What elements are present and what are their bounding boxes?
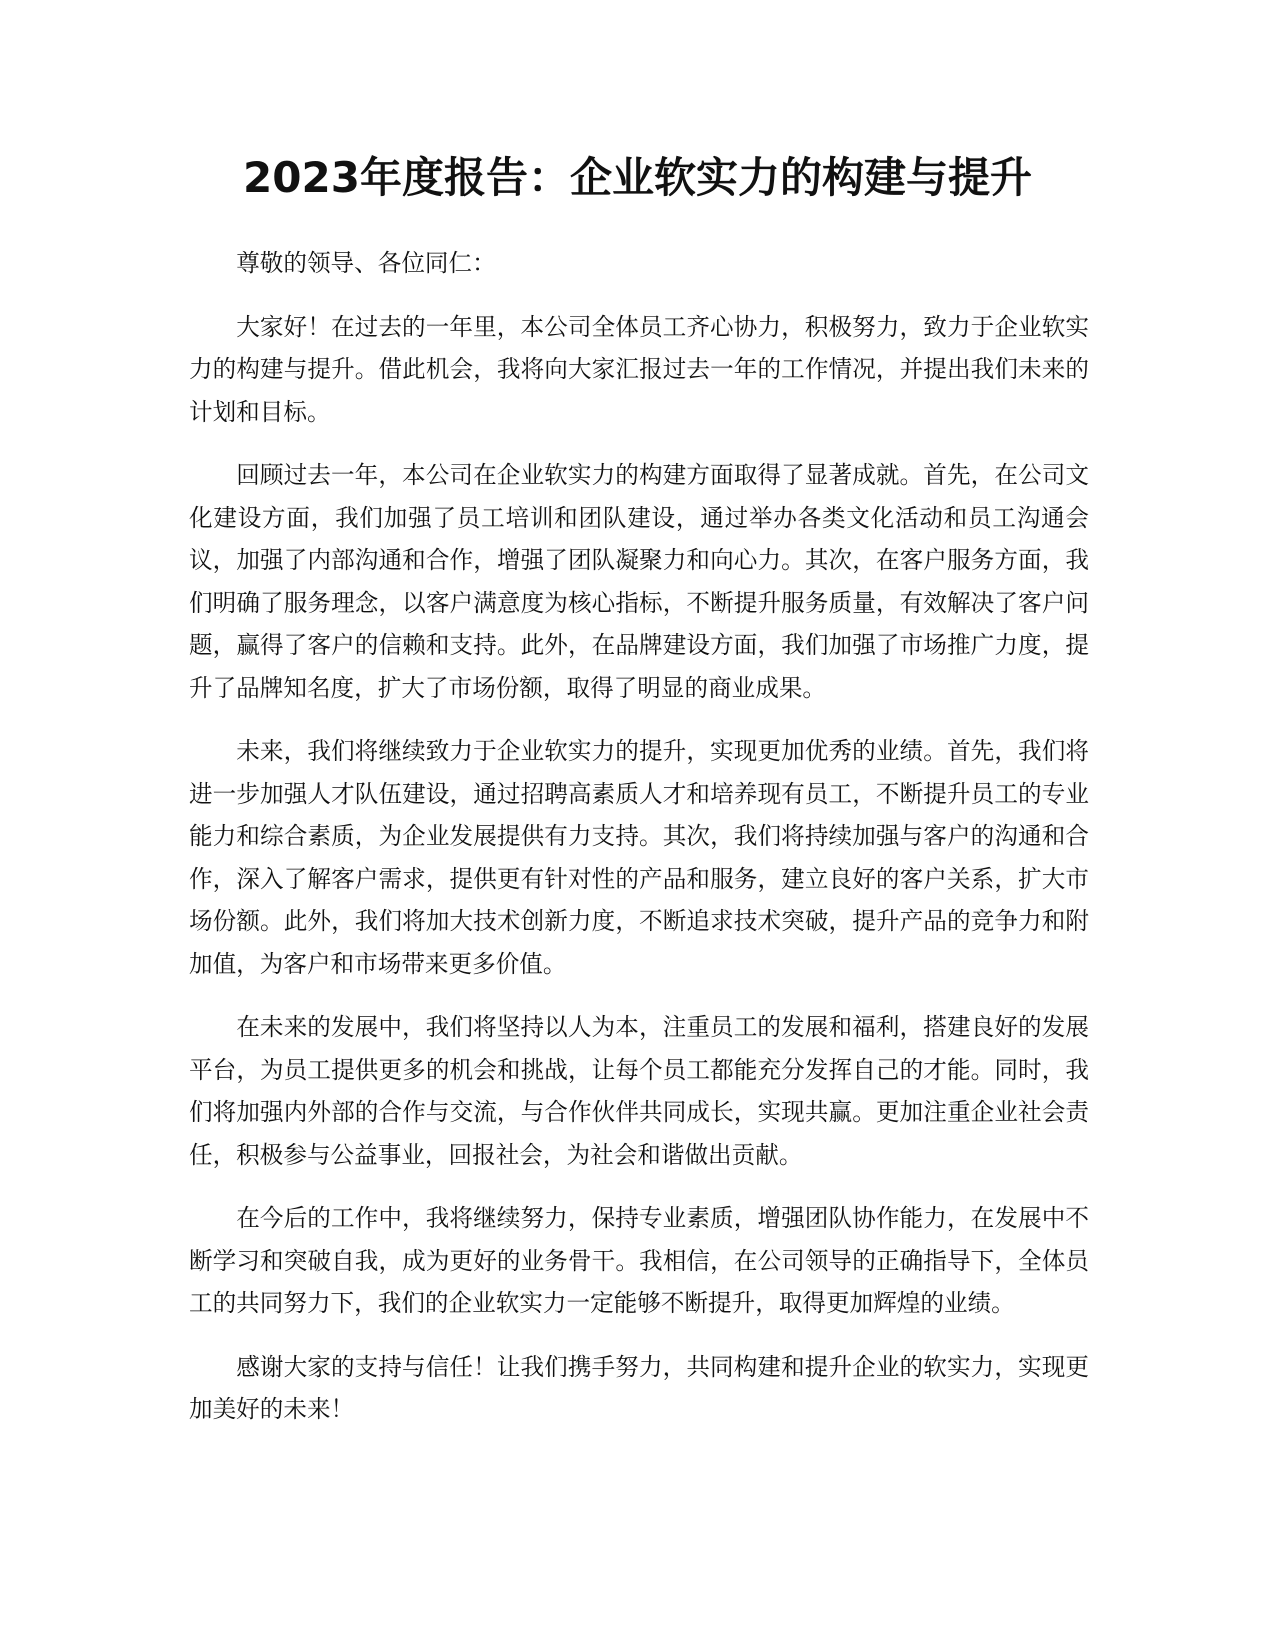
opening-paragraph: 大家好！在过去的一年里，本公司全体员工齐心协力，积极努力，致力于企业软实力的构建与提升。借此机会，我将向大家汇报过去一年的工作情况，并提出我们未来的计划和目标。 [189, 312, 1089, 426]
salutation-paragraph: 尊敬的领导、各位同仁： [236, 249, 496, 277]
review-paragraph: 回顾过去一年，本公司在企业软实力的构建方面取得了显著成就。首先，在公司文化建设方面，我们加强了员工培训和团队建设，通过举办各类文化活动和员工沟通会议，加强了内部沟通和合作，增强了团队凝聚力和向心力。其次，在客户服务方面，我们明确了服务理念，以客户满意度为核心指标，不断提升服务质量，有效解决了客户问题，赢得了客户的信赖和支持。此外，在品牌建设方面，我们加强了市场推广力度，提升了品牌知名度，扩大了市场份额，取得了明显的商业成果。 [189, 461, 1089, 702]
document-title: 2023年度报告：企业软实力的构建与提升 [243, 153, 1032, 202]
document-body [189, 242, 1089, 1452]
development-paragraph: 在未来的发展中，我们将坚持以人为本，注重员工的发展和福利，搭建良好的发展平台，为员工提供更多的机会和挑战，让每个员工都能充分发挥自己的才能。同时，我们将加强内外部的合作与交流，与合作伙伴共同成长，实现共赢。更加注重企业社会责任，积极参与公益事业，回报社会，为社会和谐做出贡献。 [189, 1013, 1089, 1169]
closing-paragraph: 感谢大家的支持与信任！让我们携手努力，共同构建和提升企业的软实力，实现更加美好的未来！ [189, 1352, 1089, 1423]
future-plan-paragraph: 未来，我们将继续致力于企业软实力的提升，实现更加优秀的业绩。首先，我们将进一步加强人才队伍建设，通过招聘高素质人才和培养现有员工，不断提升员工的专业能力和综合素质，为企业发展提供有力支持。其次，我们将持续加强与客户的沟通和合作，深入了解客户需求，提供更有针对性的产品和服务，建立良好的客户关系，扩大市场份额。此外，我们将加大技术创新力度，不断追求技术突破，提升产品的竞争力和附加值，为客户和市场带来更多价值。 [189, 737, 1089, 978]
personal-commitment-paragraph: 在今后的工作中，我将继续努力，保持专业素质，增强团队协作能力，在发展中不断学习和突破自我，成为更好的业务骨干。我相信，在公司领导的正确指导下，全体员工的共同努力下，我们的企业软实力一定能够不断提升，取得更加辉煌的业绩。 [189, 1204, 1089, 1317]
